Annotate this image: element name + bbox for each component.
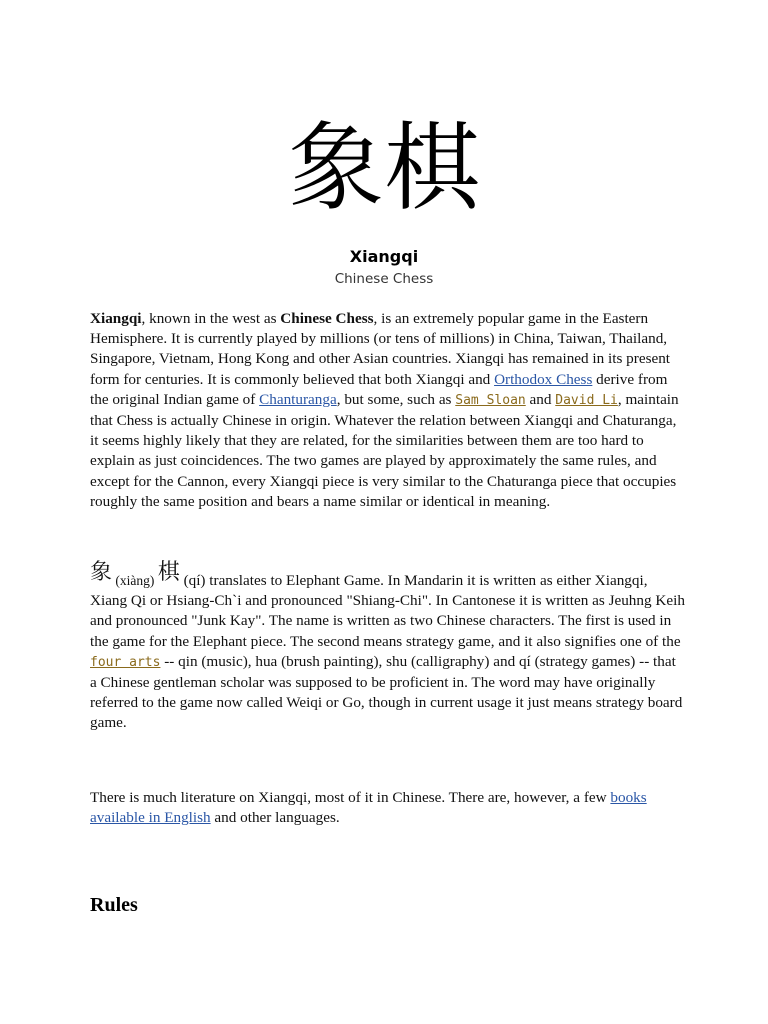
text: , known in the west as — [141, 310, 281, 327]
text: and other languages. — [210, 809, 340, 827]
rules-heading: Rules — [90, 894, 138, 916]
text: , but some, such as — [336, 390, 456, 408]
intro-paragraph — [90, 309, 685, 512]
xiangqi-characters: 象棋 — [288, 112, 480, 224]
link-david-li[interactable]: David Li — [555, 392, 618, 408]
term-xiangqi: Xiangqi — [90, 310, 142, 327]
text: -- qin (music), hua (brush painting), shu (calligraphy) and qí (strategy games) -- that a Chinese gentleman scholar was supposed to be proficient in. The word may have originally referred to the game now called Weiqi or Go, though in current usage it just means strategy board game. — [90, 652, 683, 732]
text: and — [525, 390, 556, 408]
etymology-paragraph — [90, 559, 685, 734]
link-orthodox-chess[interactable]: Orthodox Chess — [494, 370, 593, 388]
qi-character: 棋 — [157, 559, 180, 584]
literature-paragraph — [90, 788, 685, 828]
link-chanturanga[interactable]: Chanturanga — [259, 390, 337, 408]
pinyin-xiang: (xiàng) — [112, 573, 158, 588]
page-subtitle: Chinese Chess — [334, 271, 434, 287]
link-sam-sloan[interactable]: Sam Sloan — [455, 392, 526, 408]
link-books-in-english[interactable]: books available in English — [90, 789, 647, 827]
term-chinese-chess: Chinese Chess — [280, 310, 374, 327]
text: (qí) translates to Elephant Game. In Mandarin it is written as either Xiangqi, Xiang Qi or Hsiang-Ch`i and pronounced "Shiang-Chi". In Cantonese it is written as Jeuhng Keih and pronounced "Junk Kay". The name is written as two Chinese characters. The first is used in the game for the Elephant piece. The second means strategy game, and it also signifies one of the — [90, 572, 685, 650]
text: , is an extremely popular game in the Eastern Hemisphere. It is currently played by millions (or tens of millions) in China, Taiwan, Thailand, Singapore, Vietnam, Hong Kong and other Asian countries. Xiangqi has remained in its present form for centuries. It is commonly believed that both Xiangqi and — [90, 310, 671, 388]
text: derive from the original Indian game of — [90, 370, 668, 408]
link-four-arts[interactable]: four arts — [90, 654, 161, 670]
page-title: Xiangqi — [349, 247, 419, 266]
xiang-character: 象 — [90, 559, 113, 584]
text: , maintain that Chess is actually Chinese in origin. Whatever the relation between Xiangqi and Chaturanga, it seems highly likely that they are related, for the similarities between them are too hard to explain as just coincidences. The two games are played by approximately the same rules, and except for the Cannon, every Xiangqi piece is very similar to the Chaturanga piece that occupies roughly the same position and bears a name similar or identical in meaning. — [90, 390, 679, 510]
text: There is much literature on Xiangqi, most of it in Chinese. There are, however, a few — [90, 789, 611, 806]
